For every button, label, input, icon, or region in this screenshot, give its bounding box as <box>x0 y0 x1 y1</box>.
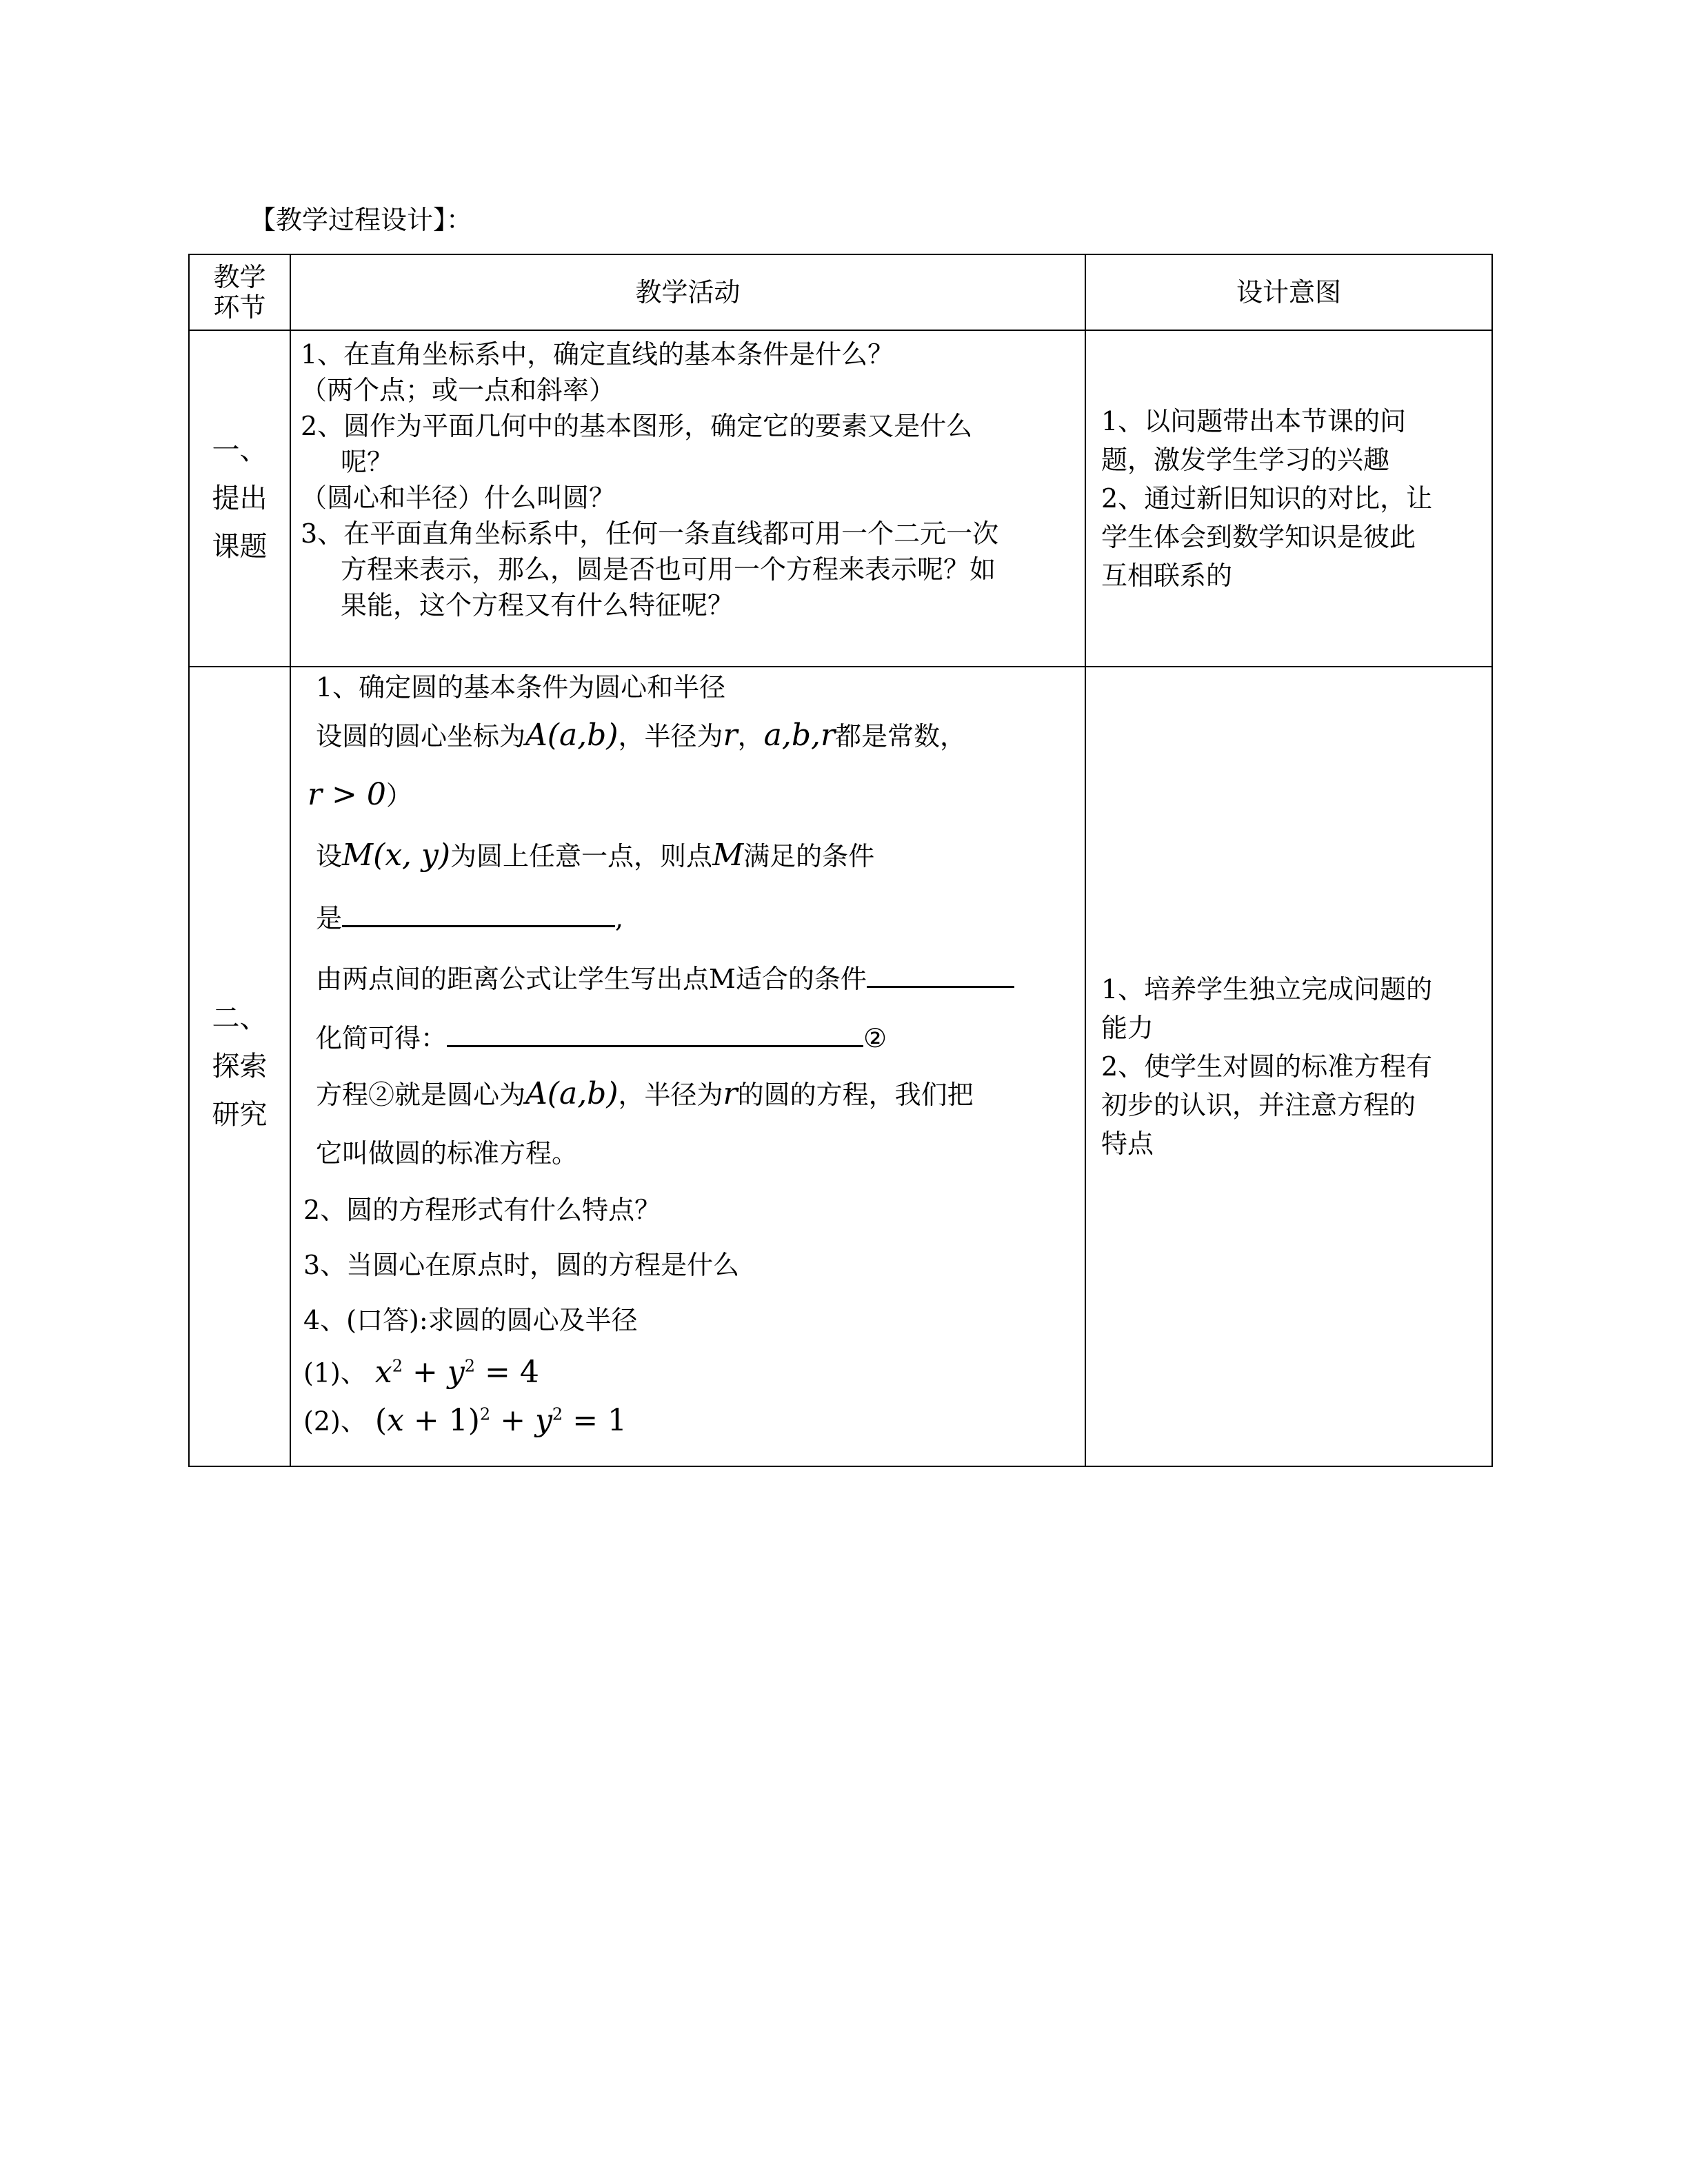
point-expression: M(x, y) <box>342 838 451 873</box>
intent-line: 2、通过新旧知识的对比，让 <box>1101 483 1433 514</box>
point-symbol: M <box>712 838 744 873</box>
activity-line: 是 , <box>316 899 623 936</box>
activity-line: 2、圆作为平面几何中的基本图形，确定它的要素又是什么 <box>301 411 973 441</box>
equation-line: (1)、 $x^2 + y^2 = 4$ <box>303 1354 539 1390</box>
equation-line: (2)、 $(x + 1)^2 + y^2 = 1$ <box>303 1402 627 1438</box>
intent-line: 互相联系的 <box>1101 560 1233 591</box>
intent-line: 特点 <box>1101 1129 1154 1159</box>
intent-cell <box>1085 667 1492 1466</box>
intent-line: 1、培养学生独立完成问题的 <box>1101 974 1433 1004</box>
activity-line: 方程来表示，那么，圆是否也可用一个方程来表示呢？如 <box>341 554 996 585</box>
intent-line: 学生体会到数学知识是彼此 <box>1101 522 1416 552</box>
stage-cell: 一、 提出 课题 <box>189 330 290 667</box>
intent-cell <box>1085 330 1492 667</box>
activity-line: 2、圆的方程形式有什么特点？ <box>303 1195 661 1225</box>
activity-line: 它叫做圆的标准方程。 <box>316 1138 579 1169</box>
intent-line: 2、使学生对圆的标准方程有 <box>1101 1051 1433 1082</box>
stage-cell: 二、 探索 研究 <box>189 667 290 1466</box>
section-heading: 【教学过程设计】： <box>250 205 473 235</box>
intent-line: 初步的认识，并注意方程的 <box>1101 1090 1416 1120</box>
activity-line: 3、在平面直角坐标系中，任何一条直线都可用一个二元一次 <box>301 518 999 549</box>
table-row <box>189 667 1492 1466</box>
activity-line: 呢？ <box>341 447 394 477</box>
teaching-process-table <box>188 254 1493 1467</box>
header-intent: 设计意图 <box>1085 254 1492 330</box>
activity-line: 化简可得： ② <box>316 1019 887 1055</box>
activity-line: 由两点间的距离公式让学生写出点M适合的条件 <box>316 960 1014 996</box>
table-header-row <box>189 254 1492 330</box>
equation-1: $x^2 + y^2 = 4$ <box>374 1354 539 1390</box>
activity-line: 方程②就是圆心为A(a,b)，半径为r的圆的方程，我们把 <box>316 1076 974 1111</box>
activity-line: （圆心和半径）什么叫圆？ <box>301 483 616 513</box>
constants-expression: a,b,r <box>763 718 835 753</box>
activity-line: 1、在直角坐标系中，确定直线的基本条件是什么？ <box>301 339 894 370</box>
fill-blank <box>867 960 1014 988</box>
activity-line: 3、当圆心在原点时，圆的方程是什么 <box>303 1250 740 1280</box>
header-stage: 教学 环节 <box>189 254 290 330</box>
activity-line: （两个点；或一点和斜率） <box>301 375 616 405</box>
activity-line: 4、(口答):求圆的圆心及半径 <box>303 1305 638 1335</box>
radius-symbol: r <box>723 718 738 753</box>
radius-condition: r > 0 <box>308 777 386 812</box>
activity-line: 设M(x, y)为圆上任意一点，则点M满足的条件 <box>316 838 875 873</box>
table-row <box>189 330 1492 667</box>
intent-line: 1、以问题带出本节课的问 <box>1101 406 1407 436</box>
equation-2: $(x + 1)^2 + y^2 = 1$ <box>374 1402 627 1438</box>
intent-line: 题，激发学生学习的兴趣 <box>1101 445 1390 475</box>
activity-line: r > 0） <box>308 777 412 812</box>
activity-line: 设圆的圆心坐标为A(a,b)，半径为r，a,b,r都是常数， <box>316 718 967 753</box>
fill-blank <box>447 1019 863 1047</box>
fill-blank <box>342 899 615 927</box>
activity-line: 果能，这个方程又有什么特征呢？ <box>341 590 734 620</box>
activity-cell <box>290 667 1085 1466</box>
intent-line: 能力 <box>1101 1013 1154 1043</box>
activity-line: 1、确定圆的基本条件为圆心和半径 <box>316 672 726 702</box>
radius-symbol: r <box>723 1076 738 1111</box>
center-expression: A(a,b) <box>525 718 619 753</box>
activity-cell <box>290 330 1085 667</box>
center-expression: A(a,b) <box>525 1076 619 1111</box>
header-activity: 教学活动 <box>290 254 1085 330</box>
